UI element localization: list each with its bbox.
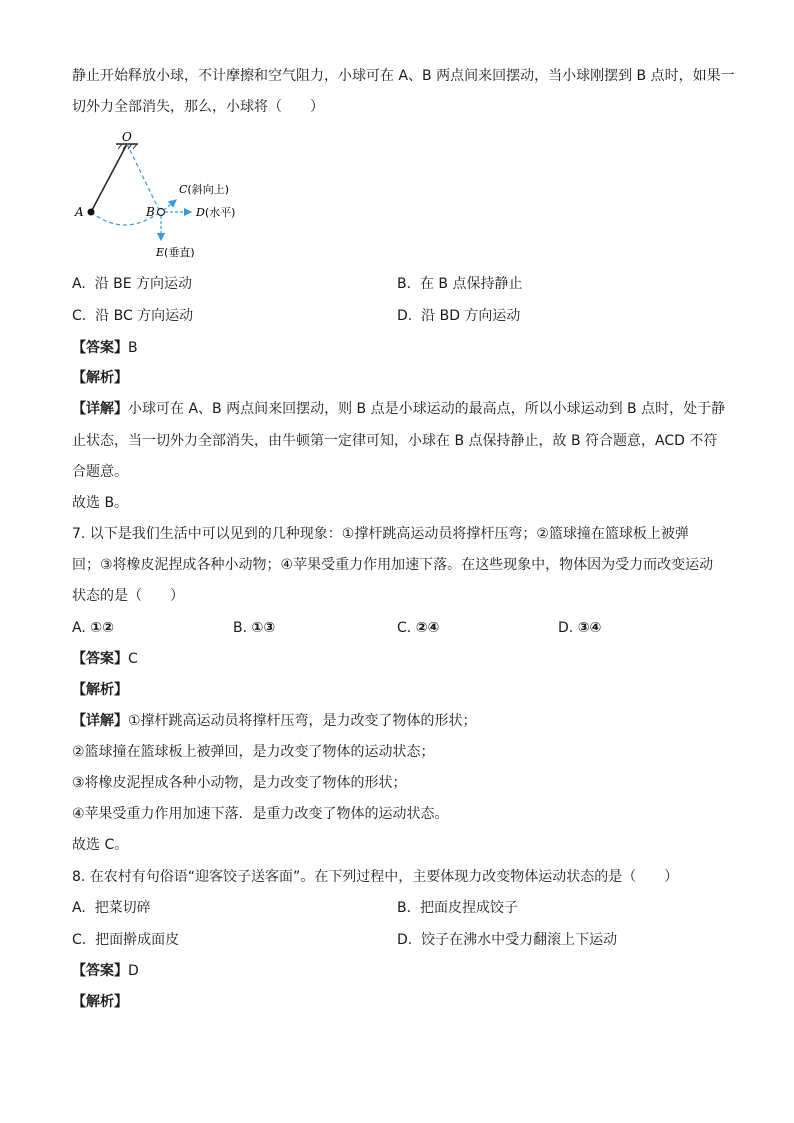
detail-text: 小球可在 A、B 两点间来回摆动，则 B 点是小球运动的最高点，所以小球运动到 B 点时，处于静 bbox=[128, 401, 726, 417]
q7-stem-line1: 7. 以下是我们生活中可以见到的几种现象：①撑杆跳高运动员将撑杆压弯；②篮球撞在篮球板上被弹 bbox=[72, 526, 689, 542]
option-text: ①② bbox=[90, 620, 114, 636]
answer-tag: 【答案】 bbox=[72, 651, 128, 667]
q7-detail-line3: ③将橡皮泥捏成各种小动物，是力改变了物体的形状； bbox=[72, 775, 407, 791]
label-c-note: (斜向上) bbox=[187, 183, 230, 196]
label-c: C bbox=[179, 183, 188, 196]
option-letter: C. bbox=[72, 932, 87, 948]
label-d-note: (水平) bbox=[204, 206, 236, 219]
option-text: 饺子在沸水中受力翻滚上下运动 bbox=[421, 932, 618, 948]
q6-stem-line2: 切外力全部消失，那么，小球将（ ） bbox=[72, 99, 324, 115]
option-letter: D. bbox=[558, 620, 574, 636]
q6-option-b bbox=[397, 274, 522, 294]
option-letter: D. bbox=[397, 308, 413, 324]
q7-option-c bbox=[397, 618, 439, 638]
q7-option-b bbox=[233, 618, 275, 638]
answer-value: D bbox=[128, 963, 139, 979]
q6-option-d bbox=[397, 306, 520, 326]
option-letter: A. bbox=[72, 620, 86, 636]
option-letter: B. bbox=[397, 276, 412, 292]
q7-option-a bbox=[72, 618, 114, 638]
option-text: ①③ bbox=[251, 620, 276, 636]
option-text: 沿 BC 方向运动 bbox=[95, 308, 194, 324]
arrow-bc bbox=[164, 200, 176, 210]
pendulum-figure bbox=[72, 132, 262, 262]
option-text: 沿 BD 方向运动 bbox=[421, 308, 521, 324]
label-e-note: (垂直) bbox=[164, 246, 195, 259]
option-text: ③④ bbox=[577, 620, 602, 636]
option-letter: B. bbox=[397, 900, 412, 916]
detail-text: ①撑杆跳高运动员将撑杆压弯，是力改变了物体的形状； bbox=[128, 713, 477, 729]
q6-stem-line1: 静止开始释放小球，不计摩擦和空气阻力，小球可在 A、B 两点间来回摆动，当小球刚摆到 B 点时，如果一 bbox=[72, 68, 735, 84]
option-text: 把面皮捏成饺子 bbox=[419, 900, 518, 916]
q8-option-c bbox=[72, 930, 179, 950]
q6-detail-line1 bbox=[72, 399, 725, 419]
q7-conclusion: 故选 C。 bbox=[72, 837, 129, 853]
q7-stem-line3: 状态的是（ ） bbox=[72, 588, 184, 604]
answer-value: C bbox=[128, 651, 138, 667]
q8-option-d bbox=[397, 930, 617, 950]
answer-tag: 【答案】 bbox=[72, 340, 128, 356]
q7-answer bbox=[72, 649, 138, 669]
option-letter: A. bbox=[72, 276, 86, 292]
ball-a bbox=[88, 209, 95, 216]
q8-analysis-tag: 【解析】 bbox=[72, 994, 128, 1010]
label-b: B bbox=[146, 205, 155, 219]
dashed-string-b bbox=[127, 144, 160, 212]
option-letter: A. bbox=[72, 900, 86, 916]
q7-detail-line4: ④苹果受重力作用加速下落．是重力改变了物体的运动状态。 bbox=[72, 806, 449, 822]
option-text: 把面擀成面皮 bbox=[95, 932, 180, 948]
svg-text:D(水平) bbox=[195, 205, 235, 219]
q8-option-a bbox=[72, 898, 151, 918]
svg-text:E(垂直) bbox=[155, 245, 195, 259]
q7-detail-line1 bbox=[72, 711, 477, 731]
svg-text:C(斜向上) bbox=[179, 182, 229, 196]
q6-analysis-tag: 【解析】 bbox=[72, 370, 128, 386]
q7-analysis-tag: 【解析】 bbox=[72, 682, 128, 698]
q6-option-a bbox=[72, 274, 192, 294]
q8-stem-line1: 8. 在农村有句俗语“迎客饺子送客面”。在下列过程中，主要体现力改变物体运动状态的是（ ） bbox=[72, 869, 679, 885]
answer-tag: 【答案】 bbox=[72, 963, 128, 979]
label-d: D bbox=[196, 206, 205, 219]
label-e: E bbox=[156, 246, 165, 259]
answer-value: B bbox=[128, 340, 138, 356]
q8-answer bbox=[72, 961, 139, 981]
option-text: 在 B 点保持静止 bbox=[419, 276, 523, 292]
option-text: 沿 BE 方向运动 bbox=[94, 276, 193, 292]
option-text: 把菜切碎 bbox=[94, 900, 151, 916]
option-letter: C. bbox=[72, 308, 87, 324]
label-a: A bbox=[75, 205, 84, 219]
q6-option-c bbox=[72, 306, 193, 326]
option-letter: B. bbox=[233, 620, 248, 636]
ball-b bbox=[158, 209, 165, 216]
label-o: O bbox=[122, 132, 132, 144]
pendulum-string bbox=[91, 144, 127, 212]
q8-option-b bbox=[397, 898, 518, 918]
q7-stem-line2: 回；③将橡皮泥捏成各种小动物；④苹果受重力作用加速下落。在这些现象中，物体因为受力而改变运动 bbox=[72, 557, 714, 573]
q6-answer bbox=[72, 338, 138, 358]
option-letter: C. bbox=[397, 620, 412, 636]
q6-detail-line2: 止状态，当一切外力全部消失，由牛顿第一定律可知，小球在 B 点保持静止，故 B 符合题意，ACD 不符 bbox=[72, 433, 718, 449]
q6-conclusion: 故选 B。 bbox=[72, 495, 129, 511]
option-letter: D. bbox=[397, 932, 413, 948]
q7-detail-line2: ②篮球撞在篮球板上被弹回，是力改变了物体的运动状态； bbox=[72, 744, 435, 760]
detail-tag: 【详解】 bbox=[72, 401, 128, 417]
option-text: ②④ bbox=[415, 620, 440, 636]
detail-tag: 【详解】 bbox=[72, 713, 128, 729]
q6-detail-line3: 合题意。 bbox=[72, 464, 128, 480]
q7-option-d bbox=[558, 618, 601, 638]
